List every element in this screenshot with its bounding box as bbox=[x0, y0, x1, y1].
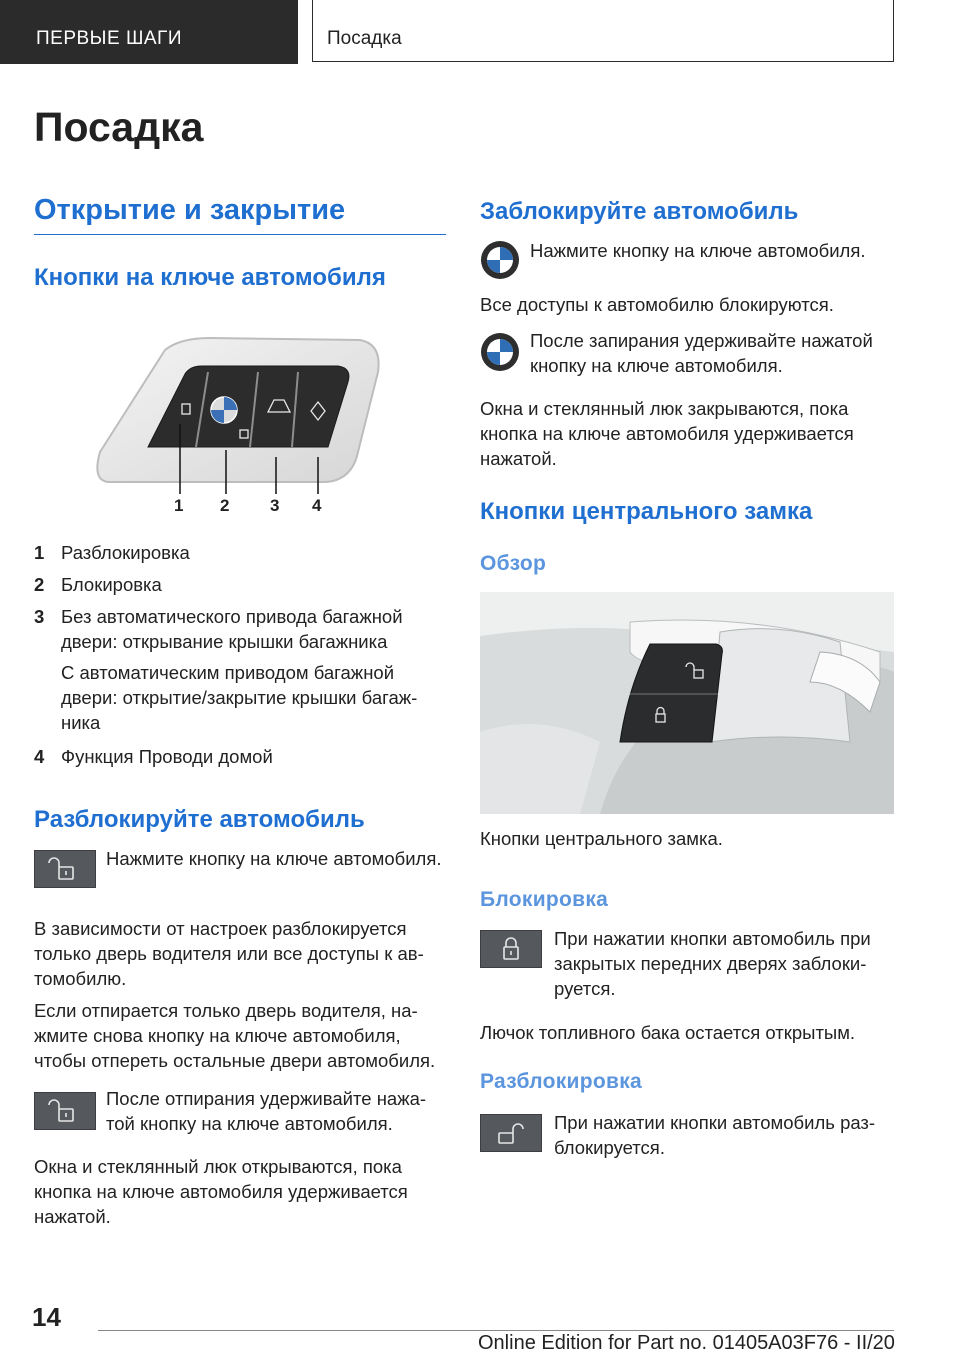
lock-button-icon bbox=[480, 930, 542, 968]
key-fob-figure bbox=[90, 332, 390, 522]
unlock-central-button-icon bbox=[480, 1114, 542, 1152]
heading-locking: Блокировка bbox=[480, 888, 609, 911]
heading-open-close: Открытие и закрытие bbox=[34, 194, 346, 226]
unlock-button-icon bbox=[34, 850, 96, 888]
figure-number-2: 2 bbox=[220, 496, 230, 515]
lock-paragraph-1: Все доступы к автомобилю блокируются. bbox=[480, 294, 834, 315]
figure-number-1: 1 bbox=[174, 496, 184, 515]
central-lock-photo bbox=[480, 592, 894, 814]
locking-text: При нажатии кнопки автомобиль при закрытых передних дверях заблоки-руется. bbox=[554, 928, 871, 999]
section-label: ПЕРВЫЕ ШАГИ bbox=[36, 28, 182, 49]
lock-hold-text: После запирания удерживайте нажатой кнопку на ключе автомобиля. bbox=[530, 330, 873, 376]
unlocking-text: При нажатии кнопки автомобиль раз-блокируется. bbox=[554, 1112, 876, 1158]
lock-icon-text: Нажмите кнопку на ключе автомобиля. bbox=[530, 240, 866, 261]
chapter-label: Посадка bbox=[327, 28, 402, 49]
footer-rule bbox=[98, 1330, 894, 1331]
chapter-box bbox=[312, 0, 894, 62]
heading-lock-vehicle: Заблокируйте автомобиль bbox=[480, 198, 799, 225]
bmw-key-icon bbox=[480, 332, 520, 372]
locking-paragraph: Лючок топливного бака остается открытым. bbox=[480, 1022, 856, 1043]
section-tab bbox=[0, 0, 298, 64]
page-title: Посадка bbox=[34, 104, 204, 150]
bmw-key-icon bbox=[480, 240, 520, 280]
unlock-icon-text: Нажмите кнопку на ключе автомобиля. bbox=[106, 848, 442, 869]
heading-unlocking: Разблокировка bbox=[480, 1070, 642, 1093]
heading-unlock-vehicle: Разблокируйте автомобиль bbox=[34, 806, 365, 833]
unlock-hold-text: После отпирания удерживайте нажа-той кнопку на ключе автомобиля. bbox=[106, 1088, 427, 1134]
heading-overview: Обзор bbox=[480, 552, 547, 575]
figure-number-4: 4 bbox=[312, 496, 322, 515]
heading-rule bbox=[34, 234, 446, 235]
unlock-hold-button-icon bbox=[34, 1092, 96, 1130]
unlock-paragraph-2: Если отпирается только дверь водителя, на-жмите снова кнопку на ключе автомобиля, чтобы отпереть остальные двери автомобиля. bbox=[34, 1000, 436, 1071]
lock-paragraph-2: Окна и стеклянный люк закрываются, пока кнопка на ключе автомобиля удерживается нажатой. bbox=[480, 398, 854, 469]
heading-central-lock: Кнопки центрального замка bbox=[480, 498, 813, 525]
page-number: 14 bbox=[32, 1302, 61, 1332]
figure-number-3: 3 bbox=[270, 496, 280, 515]
unlock-paragraph-1: В зависимости от настроек разблокируется только дверь водителя или все доступы к ав-томобилю. bbox=[34, 918, 424, 989]
edition-note: Online Edition for Part no. 01405A03F76 - II/20 bbox=[478, 1332, 895, 1354]
photo-caption: Кнопки центрального замка. bbox=[480, 828, 723, 849]
heading-key-buttons: Кнопки на ключе автомобиля bbox=[34, 264, 386, 291]
unlock-paragraph-3: Окна и стеклянный люк открываются, пока кнопка на ключе автомобиля удерживается нажатой. bbox=[34, 1156, 408, 1227]
